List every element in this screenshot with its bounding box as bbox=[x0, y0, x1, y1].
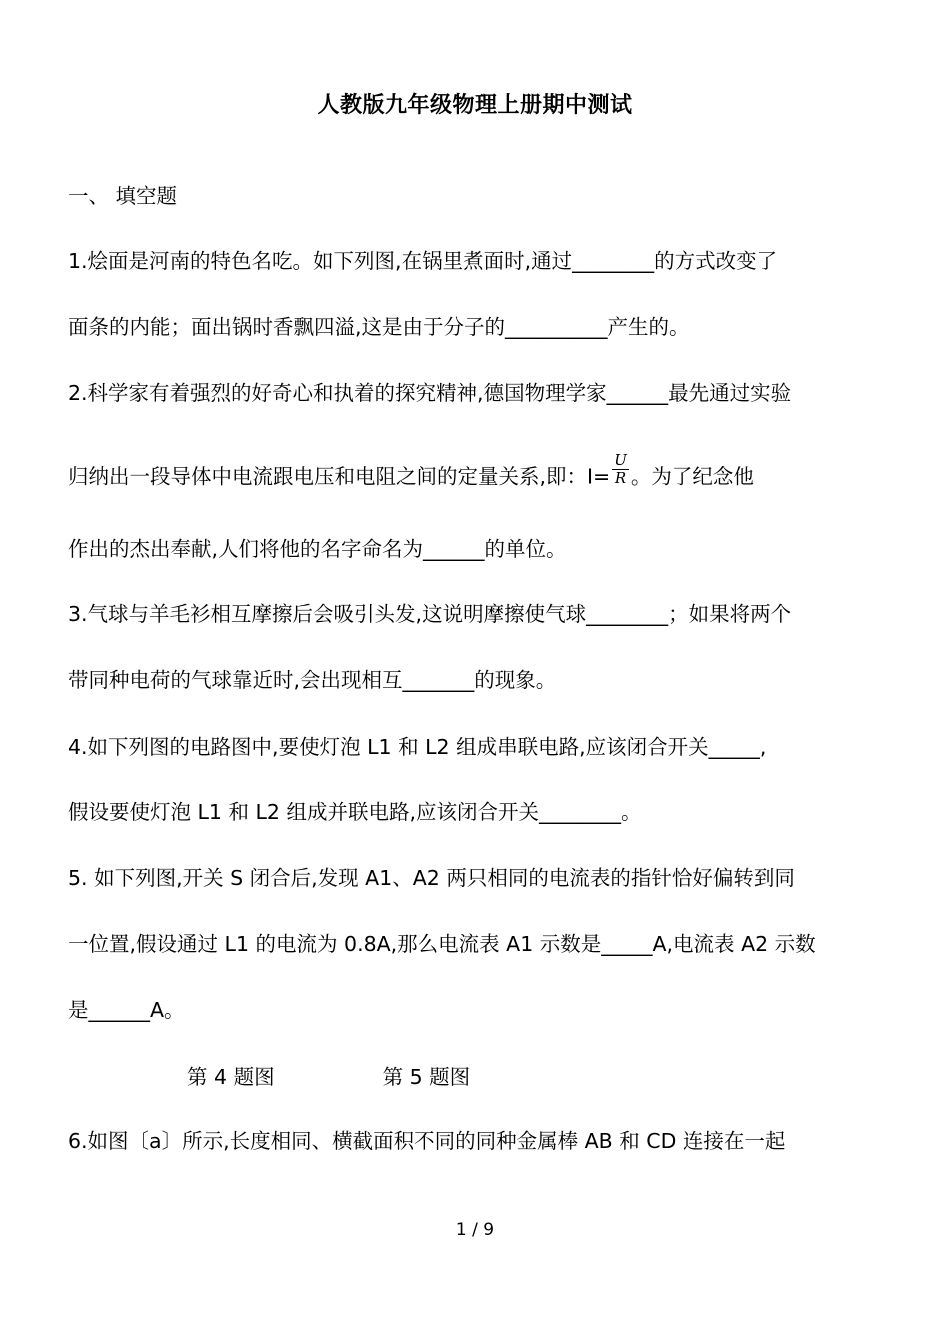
figure-5-caption: 第 5 题图 bbox=[382, 1065, 471, 1089]
ohms-law-fraction bbox=[612, 452, 629, 487]
q2-line2 bbox=[68, 451, 754, 495]
fraction-denominator: R bbox=[614, 469, 627, 487]
q1-line2: 面条的内能；面出锅时香飘四溢,这是由于分子的__________产生的。 bbox=[68, 315, 690, 339]
q6-line1: 6.如图〔a〕所示,长度相同、横截面积不同的同种金属棒 AB 和 CD 连接在一起 bbox=[68, 1129, 786, 1153]
q4-line1: 4.如下列图的电路图中,要使灯泡 L1 和 L2 组成串联电路,应该闭合开关_____, bbox=[68, 735, 767, 759]
q2-line2-text: 归纳出一段导体中电流跟电压和电阻之间的定量关系,即：I= bbox=[68, 464, 611, 489]
q1-line1: 1.烩面是河南的特色名吃。如下列图,在锅里煮面时,通过________的方式改变了 bbox=[68, 249, 778, 273]
q3-line2: 带同种电荷的气球靠近时,会出现相互_______的现象。 bbox=[68, 668, 557, 692]
q5-line2: 一位置,假设通过 L1 的电流为 0.8A,那么电流表 A1 示数是_____A,电流表 A2 示数 bbox=[68, 932, 816, 956]
page-title: 人教版九年级物理上册期中测试 bbox=[317, 93, 633, 118]
q5-line1: 5. 如下列图,开关 S 闭合后,发现 A1、A2 两只相同的电流表的指针恰好偏转到同 bbox=[68, 866, 795, 890]
figure-captions bbox=[187, 1060, 470, 1090]
figure-4-caption: 第 4 题图 bbox=[187, 1065, 275, 1089]
q4-line2: 假设要使灯泡 L1 和 L2 组成并联电路,应该闭合开关________。 bbox=[68, 800, 642, 824]
q3-line1: 3.气球与羊毛衫相互摩擦后会吸引头发,这说明摩擦使气球________；如果将两个 bbox=[68, 602, 792, 626]
q2-line2-text-end: 。为了纪念他 bbox=[630, 464, 754, 489]
q2-line1: 2.科学家有着强烈的好奇心和执着的探究精神,德国物理学家______最先通过实验 bbox=[68, 381, 792, 405]
q2-line3: 作出的杰出奉献,人们将他的名字命名为______的单位。 bbox=[68, 537, 567, 561]
page-number: 1 / 9 bbox=[455, 1220, 495, 1240]
fraction-numerator: U bbox=[614, 451, 627, 469]
section-heading: 一、 填空题 bbox=[68, 184, 178, 208]
q5-line3: 是______A。 bbox=[68, 998, 185, 1022]
